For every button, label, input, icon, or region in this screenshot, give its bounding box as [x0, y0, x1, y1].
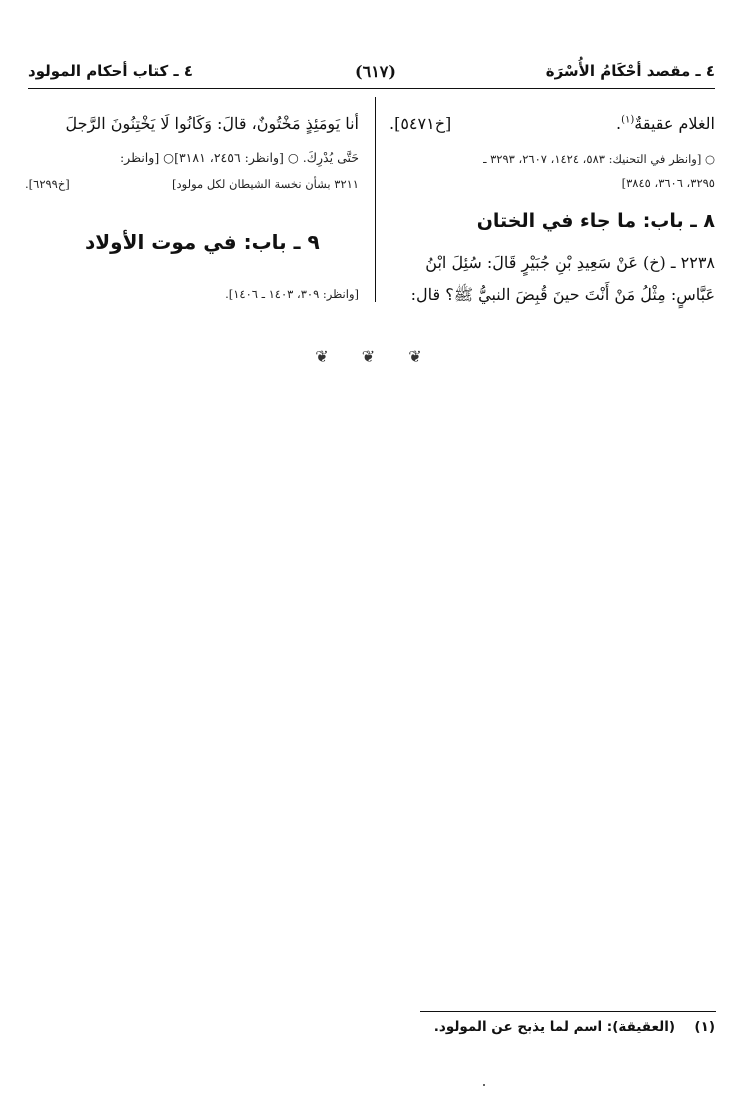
footnote-text: (العقيقة): اسم لما يذبح عن المولود.: [433, 1019, 675, 1035]
cross-reference-text: ٣٢١١ بشأن نخسة الشيطان لكل مولود]: [172, 177, 359, 191]
header-rule: [28, 88, 715, 89]
hadith-reference: [خ٥٤٧١].: [389, 114, 452, 133]
page-number: (٦١٧): [355, 62, 396, 81]
ornament-divider: ❦ ❦ ❦: [315, 347, 436, 366]
footnote-ref: (١): [621, 114, 635, 126]
hadith-end-line: [389, 114, 715, 133]
footnote-marker: (١): [694, 1019, 715, 1035]
hadith-line: ٢٢٣٨ ـ (خ) عَنْ سَعِيدِ بْنِ جُبَيْرٍ قَالَ: سُئِلَ ابْنُ: [425, 253, 715, 272]
hadith-reference: [خ٦٢٩٩].: [25, 177, 70, 191]
hadith-end-text: الغلام عقيقةٌ$^{(١)}$.: [616, 114, 715, 133]
cross-reference-line: [وانظر: ٣٠٩، ١٤٠٣ ـ ١٤٠٦].: [225, 287, 359, 301]
cross-reference-line: [25, 177, 359, 191]
hadith-line: أنا يَومَئِذٍ مَخْتُونٌ، قالَ: وَكَانُوا لَا يَخْتِنُونَ الرَّجلَ: [65, 114, 359, 133]
header-book-title: ٤ ـ كتاب أحكام المولود: [28, 62, 193, 80]
cross-reference-line: ○ [وانظر في التحنيك: ٥٨٣، ١٤٢٤، ٢٦٠٧، ٣٢٩٣ ـ: [483, 152, 715, 166]
column-divider: [375, 97, 376, 302]
header-section-title: ٤ ـ مقصد أحْكَامُ الأُسْرَة: [545, 62, 715, 80]
cross-reference-line: ٣٢٩٥، ٣٦٠٦، ٣٨٤٥]: [621, 176, 715, 190]
footnote-rule: [420, 1011, 716, 1012]
cross-reference-line: حَتَّى يُدْرِكَ. ○ [وانظر: ٢٤٥٦، ٣١٨١]○ [وانظر:: [119, 150, 359, 165]
speck: [483, 1084, 485, 1086]
section-heading: ٨ ـ باب: ما جاء في الختان: [476, 210, 715, 232]
footnote: [434, 1019, 715, 1035]
section-heading: ٩ ـ باب: في موت الأولاد: [85, 230, 320, 254]
hadith-line: عَبَّاسٍ: مِثْلُ مَنْ أَنْتَ حينَ قُبِضَ النبيُّ ﷺ؟ قال:: [410, 285, 715, 304]
